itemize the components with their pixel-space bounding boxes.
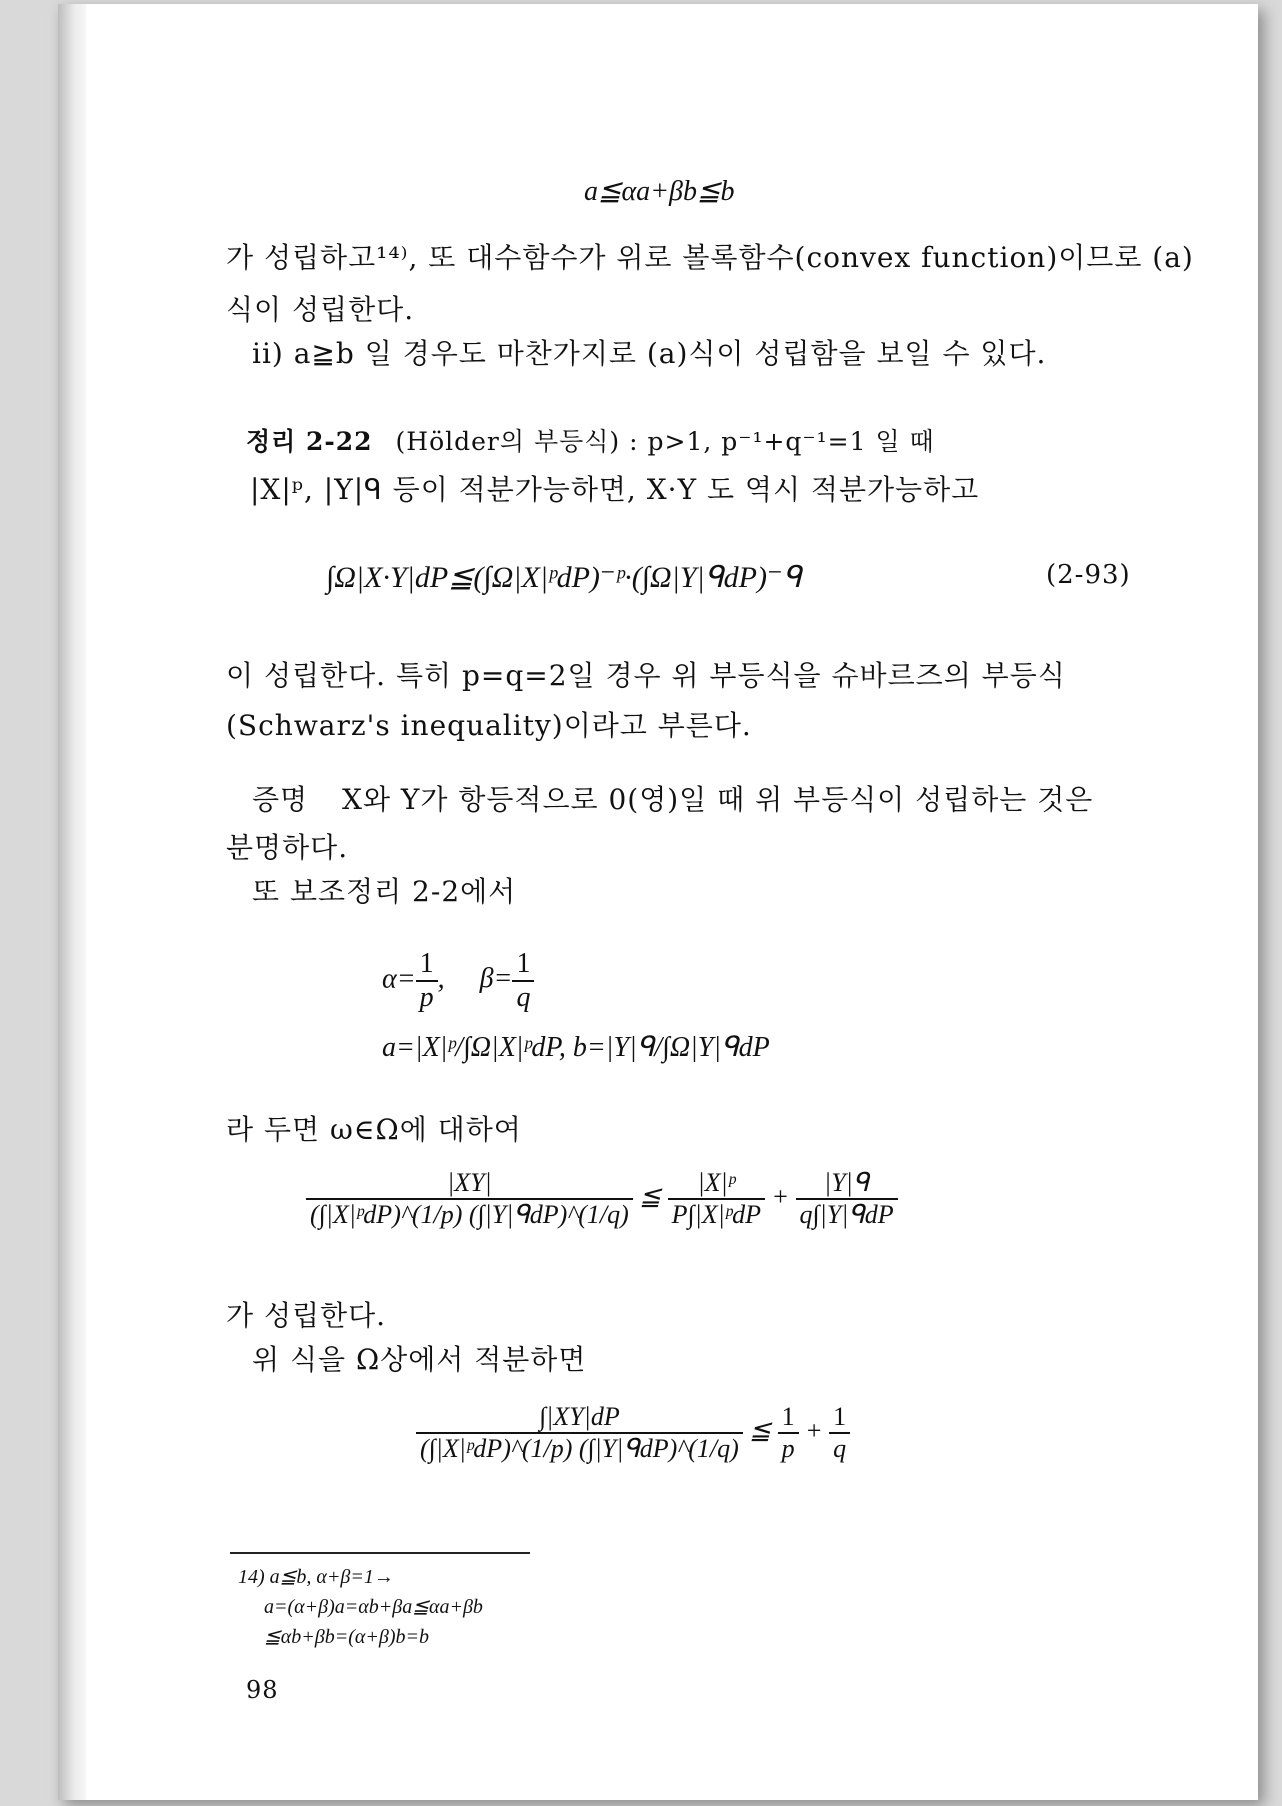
- paragraph-line: 이 성립한다. 특히 p=q=2일 경우 위 부등식을 슈바르즈의 부등식: [226, 659, 1066, 692]
- book-page: [86, 4, 1258, 1800]
- inequality-integrated: [416, 1402, 850, 1464]
- fraction-denominator: q: [833, 1434, 847, 1463]
- plus-sign: +: [805, 1415, 823, 1445]
- fraction-numerator: ∫|XY|dP: [416, 1402, 743, 1434]
- footnote-line: a=(α+β)a=αb+βa≦αa+βb: [264, 1596, 483, 1618]
- fraction-denominator: p: [781, 1434, 795, 1463]
- proof-line: 분명하다.: [226, 831, 349, 864]
- inequality-fraction: [829, 1402, 850, 1464]
- inequality-fraction: [668, 1168, 765, 1230]
- proof-line: [252, 778, 1093, 818]
- paragraph-line: 라 두면 ω∈Ω에 대하여: [226, 1113, 522, 1146]
- footnote-divider: [230, 1552, 530, 1554]
- fraction-denominator: p: [419, 982, 434, 1013]
- equation-number: (2-93): [1046, 560, 1131, 590]
- relation-sign: ≦: [749, 1415, 772, 1445]
- theorem-statement: |X|ᵖ, |Y|ᑫ 등이 적분가능하면, X·Y 도 역시 적분가능하고: [250, 473, 980, 506]
- fraction-denominator: q∫|Y|ᑫdP: [799, 1200, 894, 1229]
- page-number: 98: [246, 1676, 279, 1704]
- proof-line: 또 보조정리 2-2에서: [252, 875, 517, 908]
- paragraph-line: 식이 성립한다.: [226, 293, 415, 326]
- theorem-name: (Hölder의 부등식): [395, 427, 621, 456]
- fraction-numerator: |XY|: [306, 1168, 633, 1200]
- paragraph-line: 가 성립한다.: [226, 1299, 387, 1332]
- fraction-denominator: (∫|X|ᵖdP)^(1/p) (∫|Y|ᑫdP)^(1/q): [420, 1434, 739, 1463]
- fraction-denominator: (∫|X|ᵖdP)^(1/p) (∫|Y|ᑫdP)^(1/q): [310, 1200, 629, 1229]
- plus-sign: +: [771, 1181, 790, 1211]
- equation-holder: ∫Ω|X·Y|dP≦(∫Ω|X|ᵖdP)⁻ᵖ·(∫Ω|Y|ᑫdP)⁻ᑫ: [326, 561, 802, 594]
- theorem-condition: : p>1, p⁻¹+q⁻¹=1 일 때: [629, 427, 935, 456]
- paragraph-line: 가 성립하고¹⁴⁾, 또 대수함수가 위로 볼록함수(convex function)이므로 (a): [226, 241, 1194, 274]
- relation-sign: ≦: [639, 1181, 662, 1211]
- inequality-fraction: [778, 1402, 799, 1464]
- alpha-label: α=: [382, 963, 416, 995]
- fraction-numerator: 1: [778, 1402, 799, 1434]
- alpha-fraction: [416, 948, 438, 1014]
- theorem-header: [246, 422, 935, 458]
- beta-label: β=: [479, 963, 513, 995]
- definition-a-b: a=|X|ᵖ/∫Ω|X|ᵖdP, b=|Y|ᑫ/∫Ω|Y|ᑫdP: [382, 1032, 770, 1063]
- paragraph-line: 위 식을 Ω상에서 적분하면: [252, 1343, 587, 1376]
- proof-label: 증명: [252, 783, 309, 816]
- fraction-numerator: |Y|ᑫ: [796, 1168, 898, 1200]
- inequality-fraction: [796, 1168, 898, 1230]
- fraction-denominator: P∫|X|ᵖdP: [671, 1200, 761, 1229]
- proof-text: X와 Y가 항등적으로 0(영)일 때 위 부등식이 성립하는 것은: [342, 783, 1094, 816]
- theorem-label: 정리 2-22: [246, 427, 373, 456]
- paragraph-line: ii) a≧b 일 경우도 마찬가지로 (a)식이 성립함을 보일 수 있다.: [252, 337, 1047, 370]
- beta-fraction: [512, 948, 534, 1014]
- footnote-line: ≦αb+βb=(α+β)b=b: [264, 1626, 429, 1648]
- inequality-fraction: [416, 1402, 743, 1464]
- fraction-numerator: 1: [512, 948, 534, 982]
- equation-top: a≦αa+βb≦b: [584, 176, 735, 207]
- fraction-numerator: |X|ᵖ: [668, 1168, 765, 1200]
- book-spine: [58, 4, 86, 1800]
- fraction-numerator: 1: [829, 1402, 850, 1434]
- inequality-fraction: [306, 1168, 633, 1230]
- paragraph-line: (Schwarz's inequality)이라고 부른다.: [226, 709, 752, 742]
- footnote-line: 14) a≦b, α+β=1→: [238, 1566, 394, 1588]
- inequality-pointwise: [306, 1168, 898, 1230]
- definition-alpha-beta: α= $\frac{1}{p}$ , β= $\frac{1}{q}$: [382, 948, 534, 1014]
- fraction-numerator: 1: [416, 948, 438, 982]
- fraction-denominator: q: [516, 982, 531, 1013]
